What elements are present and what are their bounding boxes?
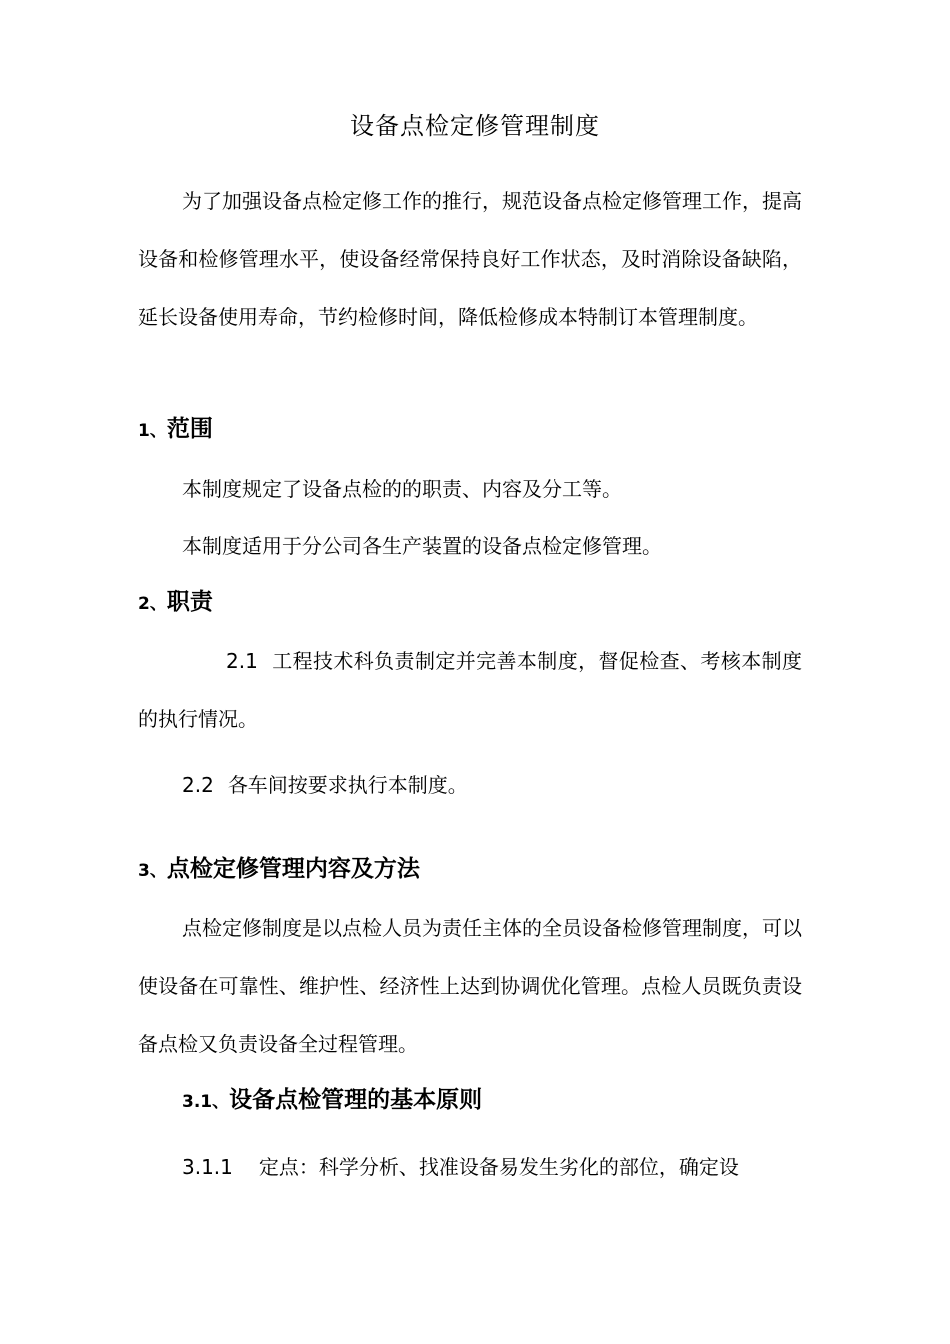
subsection-3-1-title: 设备点检管理的基本原则 [229,1087,483,1113]
item-2-2-text: 各车间按要求执行本制度。 [227,773,468,797]
intro-paragraph: 为了加强设备点检定修工作的推行，规范设备点检定修管理工作，提高设备和检修管理水平，使设备经常保持良好工作状态，及时消除设备缺陷，延长设备使用寿命，节约检修时间，降低检修成本特制订本管理制度。 [138,189,802,329]
item-2-1-number: 2.1 [226,649,258,673]
item-3-1-1 [182,1147,739,1187]
item-2-2-number: 2.2 [182,773,214,797]
section-1-line-1: 本制度规定了设备点检的的职责、内容及分工等。 [182,477,622,501]
section-3-number: 3、 [138,861,167,881]
section-1-number: 1、 [138,421,167,441]
section-2-title: 职责 [166,589,213,615]
section-2-item-2 [182,765,468,805]
document-title: 设备点检定修管理制度 [350,112,600,140]
section-3-title: 点检定修管理内容及方法 [166,856,420,882]
section-2-heading [138,582,213,624]
section-3-paragraph: 点检定修制度是以点检人员为责任主体的全员设备检修管理制度，可以使设备在可靠性、维护性、经济性上达到协调优化管理。点检人员既负责设备点检又负责设备全过程管理。 [138,916,802,1056]
section-2-number: 2、 [138,594,167,614]
section-1-line-2: 本制度适用于分公司各生产装置的设备点检定修管理。 [182,534,662,558]
subsection-3-1-heading [182,1080,482,1122]
section-3-heading [138,849,420,891]
item-3-1-1-number: 3.1.1 [182,1155,233,1179]
section-2-item-1 [138,632,802,748]
section-1-heading [138,409,213,451]
item-3-1-1-text: 定点：科学分析、找准设备易发生劣化的部位，确定设 [258,1155,739,1179]
section-1-title: 范围 [166,416,213,442]
item-2-1-text: 工程技术科负责制定并完善本制度，督促检查、考核本制度的执行情况。 [138,649,802,731]
subsection-3-1-number: 3.1、 [182,1092,230,1112]
